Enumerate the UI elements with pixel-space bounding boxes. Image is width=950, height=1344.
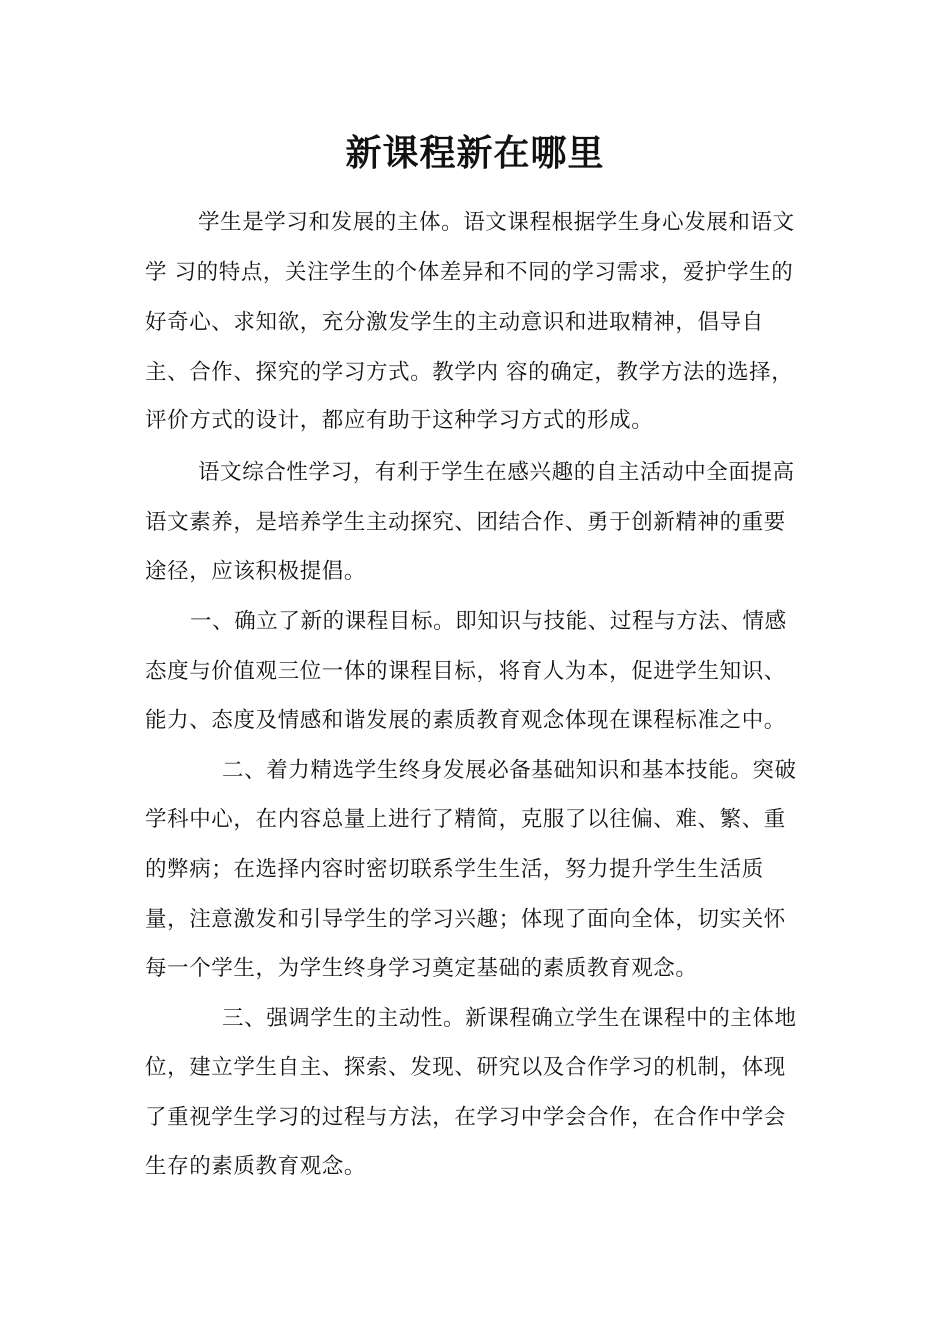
text-line: 每一个学生，为学生终身学习奠定基础的素质教育观念。 [145, 956, 698, 981]
text-line: 主、合作、探究的学习方式。教学内 容的确定，教学方法的选择， [145, 360, 794, 385]
text-line: 一、确立了新的课程目标。即知识与技能、过程与方法、情感 [190, 609, 787, 634]
text-line: 学科中心，在内容总量上进行了精简，克服了以往偏、难、繁、重 [145, 807, 786, 832]
text-line: 语文综合性学习，有利于学生在感兴趣的自主活动中全面提高 [198, 460, 795, 485]
text-line: 途径，应该积极提倡。 [145, 559, 367, 584]
text-line: 二、着力精选学生终身发展必备基础知识和基本技能。突破 [222, 758, 797, 783]
text-line: 好奇心、求知欲，充分激发学生的主动意识和进取精神，倡导自 [145, 310, 764, 335]
text-line: 量，注意激发和引导学生的学习兴趣；体现了面向全体，切实关怀 [145, 907, 786, 932]
text-line: 学 习的特点，关注学生的个体差异和不同的学习需求，爱护学生的 [145, 260, 794, 285]
text-line: 位，建立学生自主、探索、发现、研究以及合作学习的机制，体现 [145, 1055, 786, 1080]
text-line: 三、强调学生的主动性。新课程确立学生在课程中的主体地 [222, 1006, 797, 1031]
text-line: 能力、态度及情感和谐发展的素质教育观念体现在课程标准之中。 [145, 708, 786, 733]
text-line: 生存的素质教育观念。 [145, 1154, 367, 1179]
text-line: 了重视学生学习的过程与方法，在学习中学会合作，在合作中学会 [145, 1105, 786, 1130]
page-title: 新课程新在哪里 [345, 132, 605, 174]
text-line: 语文素养，是培养学生主动探究、团结合作、勇于创新精神的重要 [145, 510, 786, 535]
text-line: 评价方式的设计，都应有助于这种学习方式的形成。 [145, 408, 654, 433]
text-line: 态度与价值观三位一体的课程目标，将育人为本，促进学生知识、 [145, 659, 786, 684]
text-line: 的弊病；在选择内容时密切联系学生生活，努力提升学生生活质 [145, 857, 764, 882]
text-line: 学生是学习和发展的主体。语文课程根据学生身心发展和语文 [198, 210, 795, 235]
